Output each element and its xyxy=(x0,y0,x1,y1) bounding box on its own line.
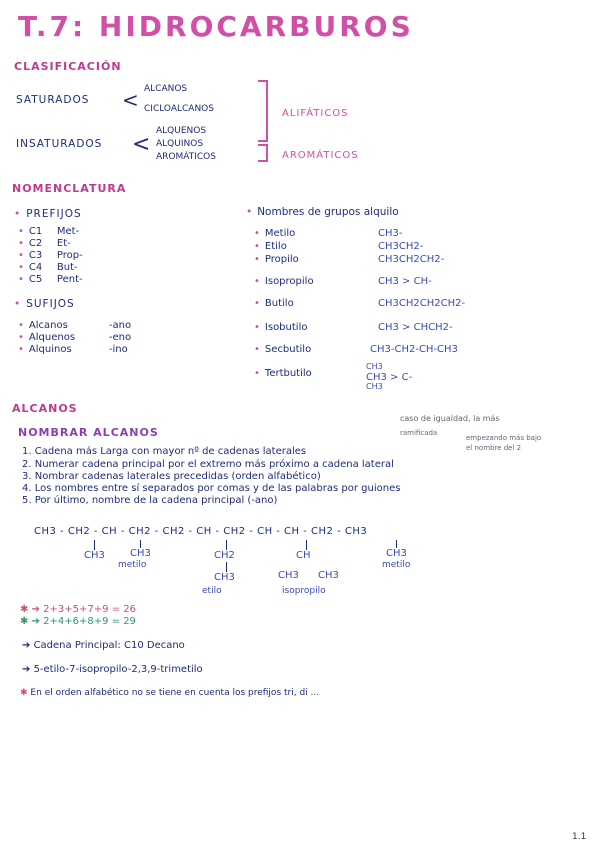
bond xyxy=(140,540,141,548)
list-item: • C5 Pent- xyxy=(18,274,83,286)
bond xyxy=(306,540,307,550)
formula-metilo: CH3- xyxy=(378,228,403,239)
sub-ch3-isopropilo-a: CH3 xyxy=(278,570,299,581)
brace-insaturados: < xyxy=(132,132,151,157)
formula-tertbutilo: CH3 > C- xyxy=(366,372,413,383)
formula-etilo: CH3CH2- xyxy=(378,241,424,252)
sub-ch3-c2: CH3 xyxy=(84,550,105,561)
sum-green: ✱ ➔ 2+4+6+8+9 = 29 xyxy=(20,616,136,627)
aromaticos-item: AROMÁTICOS xyxy=(156,152,216,162)
step-3: 3. Nombrar cadenas laterales precedidas (orden alfabético) xyxy=(22,471,321,482)
formula-isobutilo: CH3 > CHCH2- xyxy=(378,322,453,333)
prefijos-list xyxy=(18,226,83,286)
brace-saturados: < xyxy=(122,88,139,112)
aromaticos-label: AROMÁTICOS xyxy=(282,150,359,161)
grupo-metilo: • Metilo xyxy=(254,228,295,239)
nombrar-alcanos-heading: NOMBRAR ALCANOS xyxy=(18,426,159,439)
label-etilo: etilo xyxy=(202,586,222,596)
main-chain: CH3 - CH2 - CH - CH2 - CH2 - CH - CH2 - CH - CH - CH2 - CH3 xyxy=(34,526,368,537)
list-item: • Alcanos -ano xyxy=(18,320,131,332)
alquinos-item: ALQUINOS xyxy=(156,139,204,149)
list-item: • Alquinos -ino xyxy=(18,344,131,356)
formula-propilo: CH3CH2CH2- xyxy=(378,254,445,265)
grupo-isopropilo: • Isopropilo xyxy=(254,276,314,287)
note-ramificada: ramificada xyxy=(400,429,438,437)
grupo-tertbutilo: • Tertbutilo xyxy=(254,368,312,379)
alcanos-heading: ALCANOS xyxy=(12,402,78,415)
formula-secbutilo: CH3-CH2-CH-CH3 xyxy=(370,344,458,355)
sum-red: ✱ ➔ 2+3+5+7+9 = 26 xyxy=(20,604,136,615)
formula-isopropilo: CH3 > CH- xyxy=(378,276,432,287)
nomenclatura-heading: NOMENCLATURA xyxy=(12,182,127,195)
bond xyxy=(226,562,227,572)
clasificacion-heading: CLASIFICACIÓN xyxy=(14,60,122,73)
grupos-heading: • Nombres de grupos alquilo xyxy=(246,206,399,218)
alifaticos-label: ALIFÁTICOS xyxy=(282,108,349,119)
step-5: 5. Por último, nombre de la cadena principal (-ano) xyxy=(22,495,278,506)
bond xyxy=(226,540,227,550)
grupo-secbutilo: • Secbutilo xyxy=(254,344,311,355)
step-4: 4. Los nombres entre sí separados por comas y de las palabras por guiones xyxy=(22,483,401,494)
note-empezando: empezando más bajo xyxy=(466,434,542,442)
page-number: 1.1 xyxy=(572,832,587,842)
sub-ch-isopropilo: CH xyxy=(296,550,311,561)
grupo-propilo: • Propilo xyxy=(254,254,299,265)
step-2: 2. Numerar cadena principal por el extremo más próximo a cadena lateral xyxy=(22,459,394,470)
sub-ch2-etilo: CH2 xyxy=(214,550,235,561)
list-item: • C4 But- xyxy=(18,262,83,274)
prefijos-heading: • PREFIJOS xyxy=(14,208,82,220)
alquenos-item: ALQUENOS xyxy=(156,126,207,136)
list-item: • C2 Et- xyxy=(18,238,83,250)
cicloalcanos-item: CICLOALCANOS xyxy=(144,104,214,114)
page-title: T.7: HIDROCARBUROS xyxy=(18,10,414,43)
label-isopropilo: isopropilo xyxy=(282,586,326,596)
sufijos-list xyxy=(18,320,131,356)
cadena-principal: ➔ Cadena Principal: C10 Decano xyxy=(22,640,185,651)
formula-butilo: CH3CH2CH2CH2- xyxy=(378,298,466,309)
label-metilo-right: metilo xyxy=(382,560,411,570)
sub-ch3-c3: CH3 xyxy=(130,548,151,559)
tertbutilo-ch3-top: CH3 xyxy=(366,362,383,371)
sub-ch3-isopropilo-b: CH3 xyxy=(318,570,339,581)
sub-ch3-c9: CH3 xyxy=(386,548,407,559)
list-item: • Alquenos -eno xyxy=(18,332,131,344)
note-nombre: el nombre del 2 xyxy=(466,444,522,452)
footnote: ✱ En el orden alfabético no se tiene en cuenta los prefijos tri, di ... xyxy=(20,688,320,698)
insaturados-label: INSATURADOS xyxy=(16,138,103,150)
grupo-butilo: • Butilo xyxy=(254,298,294,309)
bracket-aromaticos xyxy=(258,144,268,162)
label-metilo-left: metilo xyxy=(118,560,147,570)
note-igualdad: caso de igualdad, la más xyxy=(400,414,500,423)
grupo-isobutilo: • Isobutilo xyxy=(254,322,307,333)
grupo-etilo: • Etilo xyxy=(254,241,287,252)
nombre-final: ➔ 5-etilo-7-isopropilo-2,3,9-trimetilo xyxy=(22,664,203,675)
sufijos-heading: • SUFIJOS xyxy=(14,298,75,310)
bond xyxy=(396,540,397,548)
tertbutilo-ch3-bottom: CH3 xyxy=(366,382,383,391)
bracket-alifaticos xyxy=(258,80,268,142)
step-1: 1. Cadena más Larga con mayor nº de cadenas laterales xyxy=(22,446,307,457)
list-item: • C3 Prop- xyxy=(18,250,83,262)
bond xyxy=(94,540,95,550)
alcanos-item: ALCANOS xyxy=(144,84,188,94)
saturados-label: SATURADOS xyxy=(16,94,90,106)
sub-ch3-etilo: CH3 xyxy=(214,572,235,583)
list-item: • C1 Met- xyxy=(18,226,83,238)
